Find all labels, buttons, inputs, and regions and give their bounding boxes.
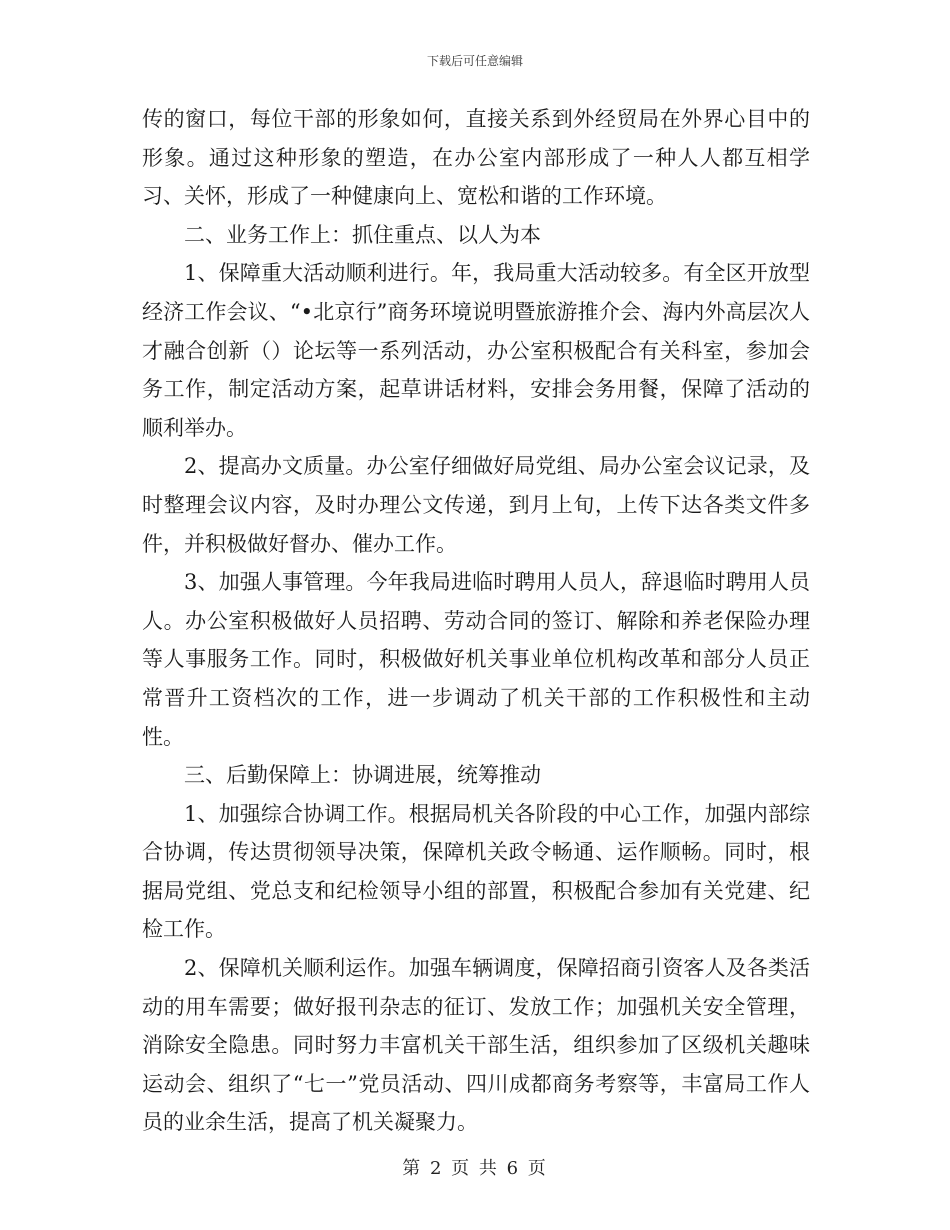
paragraph-document-quality: 2、提高办文质量。办公室仔细做好局党组、局办公室会议记录，及时整理会议内容，及时办理公文传递，到月上旬，上传下达各类文件多件，并积极做好督办、催办工作。 xyxy=(142,454,810,556)
document-body xyxy=(142,100,810,1142)
page-number-footer: 第 2 页 共 6 页 xyxy=(402,1158,548,1179)
page-header-note: 下载后可任意编辑 xyxy=(426,54,523,68)
section-heading-business: 二、业务工作上：抓住重点、以人为本 xyxy=(184,222,541,247)
paragraph-operations: 2、保障机关顺利运作。加强车辆调度，保障招商引资客人及各类活动的用车需要；做好报刊杂志的征订、发放工作；加强机关安全管理，消除安全隐患。同时努力丰富机关干部生活，组织参加了区级机关趣味运动会、组织了“七一”党员活动、四川成都商务考察等，丰富局工作人员的业余生活，提高了机关凝聚力。 xyxy=(142,956,810,1135)
paragraph-continuation: 传的窗口，每位干部的形象如何，直接关系到外经贸局在外界心目中的形象。通过这种形象的塑造，在办公室内部形成了一种人人都互相学习、关怀，形成了一种健康向上、宽松和谐的工作环境。 xyxy=(142,107,810,209)
paragraph-personnel-management: 3、加强人事管理。今年我局进临时聘用人员人，辞退临时聘用人员人。办公室积极做好人员招聘、劳动合同的签订、解除和养老保险办理等人事服务工作。同时，积极做好机关事业单位机构改革和部分人员正常晋升工资档次的工作，进一步调动了机关干部的工作积极性和主动性。 xyxy=(142,570,810,749)
paragraph-major-events: 1、保障重大活动顺利进行。年，我局重大活动较多。有全区开放型经济工作会议、“•北京行”商务环境说明暨旅游推介会、海内外高层次人才融合创新（）论坛等一系列活动，办公室积极配合有关科室，参加会务工作，制定活动方案，起草讲话材料，安排会务用餐，保障了活动的顺利举办。 xyxy=(142,261,810,440)
paragraph-coordination: 1、加强综合协调工作。根据局机关各阶段的中心工作，加强内部综合协调，传达贯彻领导决策，保障机关政令畅通、运作顺畅。同时，根据局党组、党总支和纪检领导小组的部置，积极配合参加有关党建、纪检工作。 xyxy=(142,801,810,942)
section-heading-logistics: 三、后勤保障上：协调进展，统筹推动 xyxy=(184,763,541,788)
